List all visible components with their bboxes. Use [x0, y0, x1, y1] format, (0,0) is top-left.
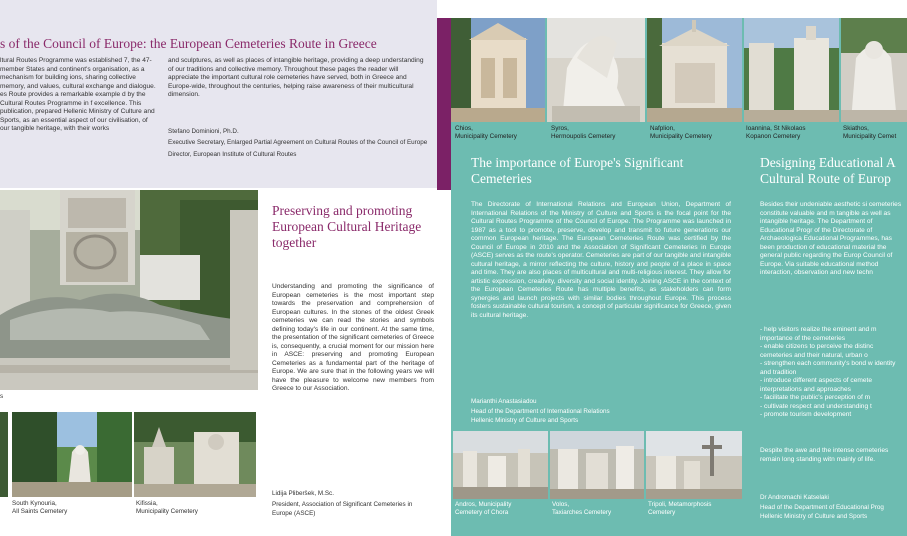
- importance-body: The Directorate of International Relations and European Union, Department of International Relations of the Ministry of Culture and Sports is the focal point for the Cultural Routes Programme of the Council of Europe. The Programme was launched in 1987 as a tool to promote, preserve, develop and transmit to future generations our common European heritage. The European Cemeteries Route was certified by the Council of Europe in 2010 and the Association of Significant Cemeteries in Europe (ASCE) serves as the route's operator. Cemeteries are part of our tangible and intangible cultural heritage, a mirror reflecting the culture, history and people of a place in space and time. They are also places of multicultural and multi-religious interest. They allow for artistic expression, creativity, diversity and social identity. Joining ASCE in the context of the European Cemeteries Route has multiple benefits, as stakeholders can form synergies and launch projects with similar bodies throughout Europe. This process fosters sustainable cultural tourism, a concept of particular significance for Greece, given its cultural heritage.: [471, 201, 731, 319]
- thumb-left-partial: [0, 412, 8, 497]
- signatory-role2: Director, European Institute of Cultural Routes: [168, 150, 297, 158]
- designing-list-item: - strengthen each community's bond w identity and tradition: [760, 360, 896, 376]
- caption-tripoli: Tripoli, Metamorphosis Cemetery: [648, 501, 712, 516]
- thumb-skiathos: [841, 18, 907, 122]
- preserve-body: Understanding and promoting the significance of European cemeteries is the most important step towards the preservation and comprehension of European cultures. In the stones of the oldest Greek cemeteries we can read the stories and symbols defining today's life in our continent. At the same time, the presentation of the significant cemeteries of Greece is, consequently, a crucial moment for our mission here in ASCE: preserving and promoting European Cemeteries as a fundamental part of the heritage of Europe. We are sure that in the following years we will have the pleasure to welcome new members from Greece to our Association.: [272, 283, 434, 392]
- importance-signatory-role2: Hellenic Ministry of Culture and Sports: [471, 416, 579, 424]
- designing-list-item: - enable citizens to perceive the distinc cemeteries and their natural, urban o: [760, 343, 874, 359]
- importance-title: The importance of Europe's Significant Cemeteries: [471, 155, 684, 186]
- preserve-signatory-role: President, Association of Significant Cemeteries in Europe (ASCE): [272, 501, 413, 517]
- caption-nafplion: Nafplion, Municipality Cemetery: [650, 125, 712, 140]
- andros-image: [453, 431, 548, 499]
- thumb-south-kynouria: [12, 412, 132, 497]
- thumb-volos: [550, 431, 644, 499]
- designing-body: Besides their undeniable aesthetic si cemeteries constitute valuable and m tangible as well as intangible heritage. The Department of Educational Progr of the Directorate of Archaeologica Educational Programmes, has been production of educational material the general public regarding the Europ Council of Europe. Via suitable educational method interaction, observation and new techn: [760, 201, 902, 276]
- cemetery-monument-image: [0, 190, 258, 390]
- importance-signature: [471, 398, 731, 425]
- designing-list-item: - facilitate the public's perception of m: [760, 394, 871, 401]
- skiathos-image: [841, 18, 907, 122]
- designing-closing: Despite the awe and the intense cemeteries remain long standing witn mainly of life.: [760, 447, 889, 463]
- accent-bar: [437, 18, 451, 190]
- designing-list-item: - promote tourism development: [760, 411, 852, 418]
- main-photo: [0, 190, 258, 390]
- caption-andros: Andros, Municipality Cemetery of Chora: [455, 501, 512, 516]
- caption-south-kynouria: South Kynouria, All Saints Cemetery: [12, 500, 68, 515]
- importance-signatory-name: Marianthi Anastasiadou: [471, 398, 537, 405]
- intro-signature: [168, 128, 433, 159]
- nafplion-image: [647, 18, 742, 122]
- caption-ioannina: Ioannina, St Nikolaos Kopanon Cemetery: [746, 125, 806, 140]
- thumb-chios: [451, 18, 545, 122]
- caption-chios: Chios, Municipality Cemetery: [455, 125, 517, 140]
- preserve-signatory-name: Lidija Pliberšek, M.Sc.: [272, 490, 334, 497]
- tripoli-image: [646, 431, 742, 499]
- preserve-signature: [272, 490, 434, 518]
- thumb-kifissia: [134, 412, 256, 497]
- caption-skiathos: Skiathos, Municipality Cemet: [843, 125, 897, 140]
- south-kynouria-image: [12, 412, 132, 497]
- designing-list-item: - introduce different aspects of cemete interpretations and approaches: [760, 377, 873, 393]
- designing-signatory-role2: Hellenic Ministry of Culture and Sports: [760, 512, 868, 520]
- importance-signatory-role: Head of the Department of International Relations: [471, 408, 610, 416]
- caption-kifissia: Kifissia, Municipality Cemetery: [136, 500, 198, 515]
- thumb-tripoli: [646, 431, 742, 499]
- designing-signatory-name: Dr Andromachi Katselaki: [760, 494, 829, 501]
- intro-text-col2: and sculptures, as well as places of intangible heritage, providing a deep understanding of our traditions and collective memory. Throughout these pages the reader will appreciate the important cultural role cemeteries have served, both in Greece and Europe-wide, throughout the centuries, helping raise awareness of their multicultural dimension.: [168, 57, 424, 98]
- signatory-name: Stefano Dominioni, Ph.D.: [168, 128, 239, 135]
- intro-text-col1: ltural Routes Programme was established 7, the 47-member States and continent's organisation, as a mechanism for building ions, sharing collective memory, and values, cultural exchange and dialogue. es Route provides a remarkable example d by the Cultural Routes Programme in f excellence. This publication, prepared Hellenic Ministry of Culture and Sports, as an essential aspect of our civilisation, of our tangible heritage, with their works: [0, 57, 156, 132]
- designing-list-item: - help visitors realize the eminent and m importance of the cemeteries: [760, 326, 877, 342]
- designing-list-item: - cultivate respect and understanding t: [760, 402, 872, 410]
- preserve-title: Preserving and promoting European Cultural Heritage together: [272, 203, 422, 250]
- thumb-ioannina: [744, 18, 839, 122]
- caption-syros: Syros, Hermoupolis Cemetery: [551, 125, 616, 140]
- main-photo-caption: s: [0, 393, 4, 400]
- chios-image: [451, 18, 545, 122]
- thumb-syros: [547, 18, 645, 122]
- designing-list: [760, 326, 907, 420]
- ioannina-image: [744, 18, 839, 122]
- designing-signatory-role: Head of the Department of Educational Prog: [760, 504, 884, 512]
- page-title: s of the Council of Europe: the European Cemeteries Route in Greece: [0, 36, 377, 51]
- volos-image: [550, 431, 644, 499]
- thumb-nafplion: [647, 18, 742, 122]
- kifissia-image: [134, 412, 256, 497]
- designing-title: Designing Educational A Cultural Route of Europ: [760, 155, 895, 186]
- caption-volos: Volos, Taxiarches Cemetery: [552, 501, 612, 516]
- syros-image: [547, 18, 645, 122]
- designing-signature: [760, 494, 907, 521]
- signatory-role: Executive Secretary, Enlarged Partial Agreement on Cultural Routes of the Council of Europe: [168, 139, 428, 147]
- thumb-andros: [453, 431, 548, 499]
